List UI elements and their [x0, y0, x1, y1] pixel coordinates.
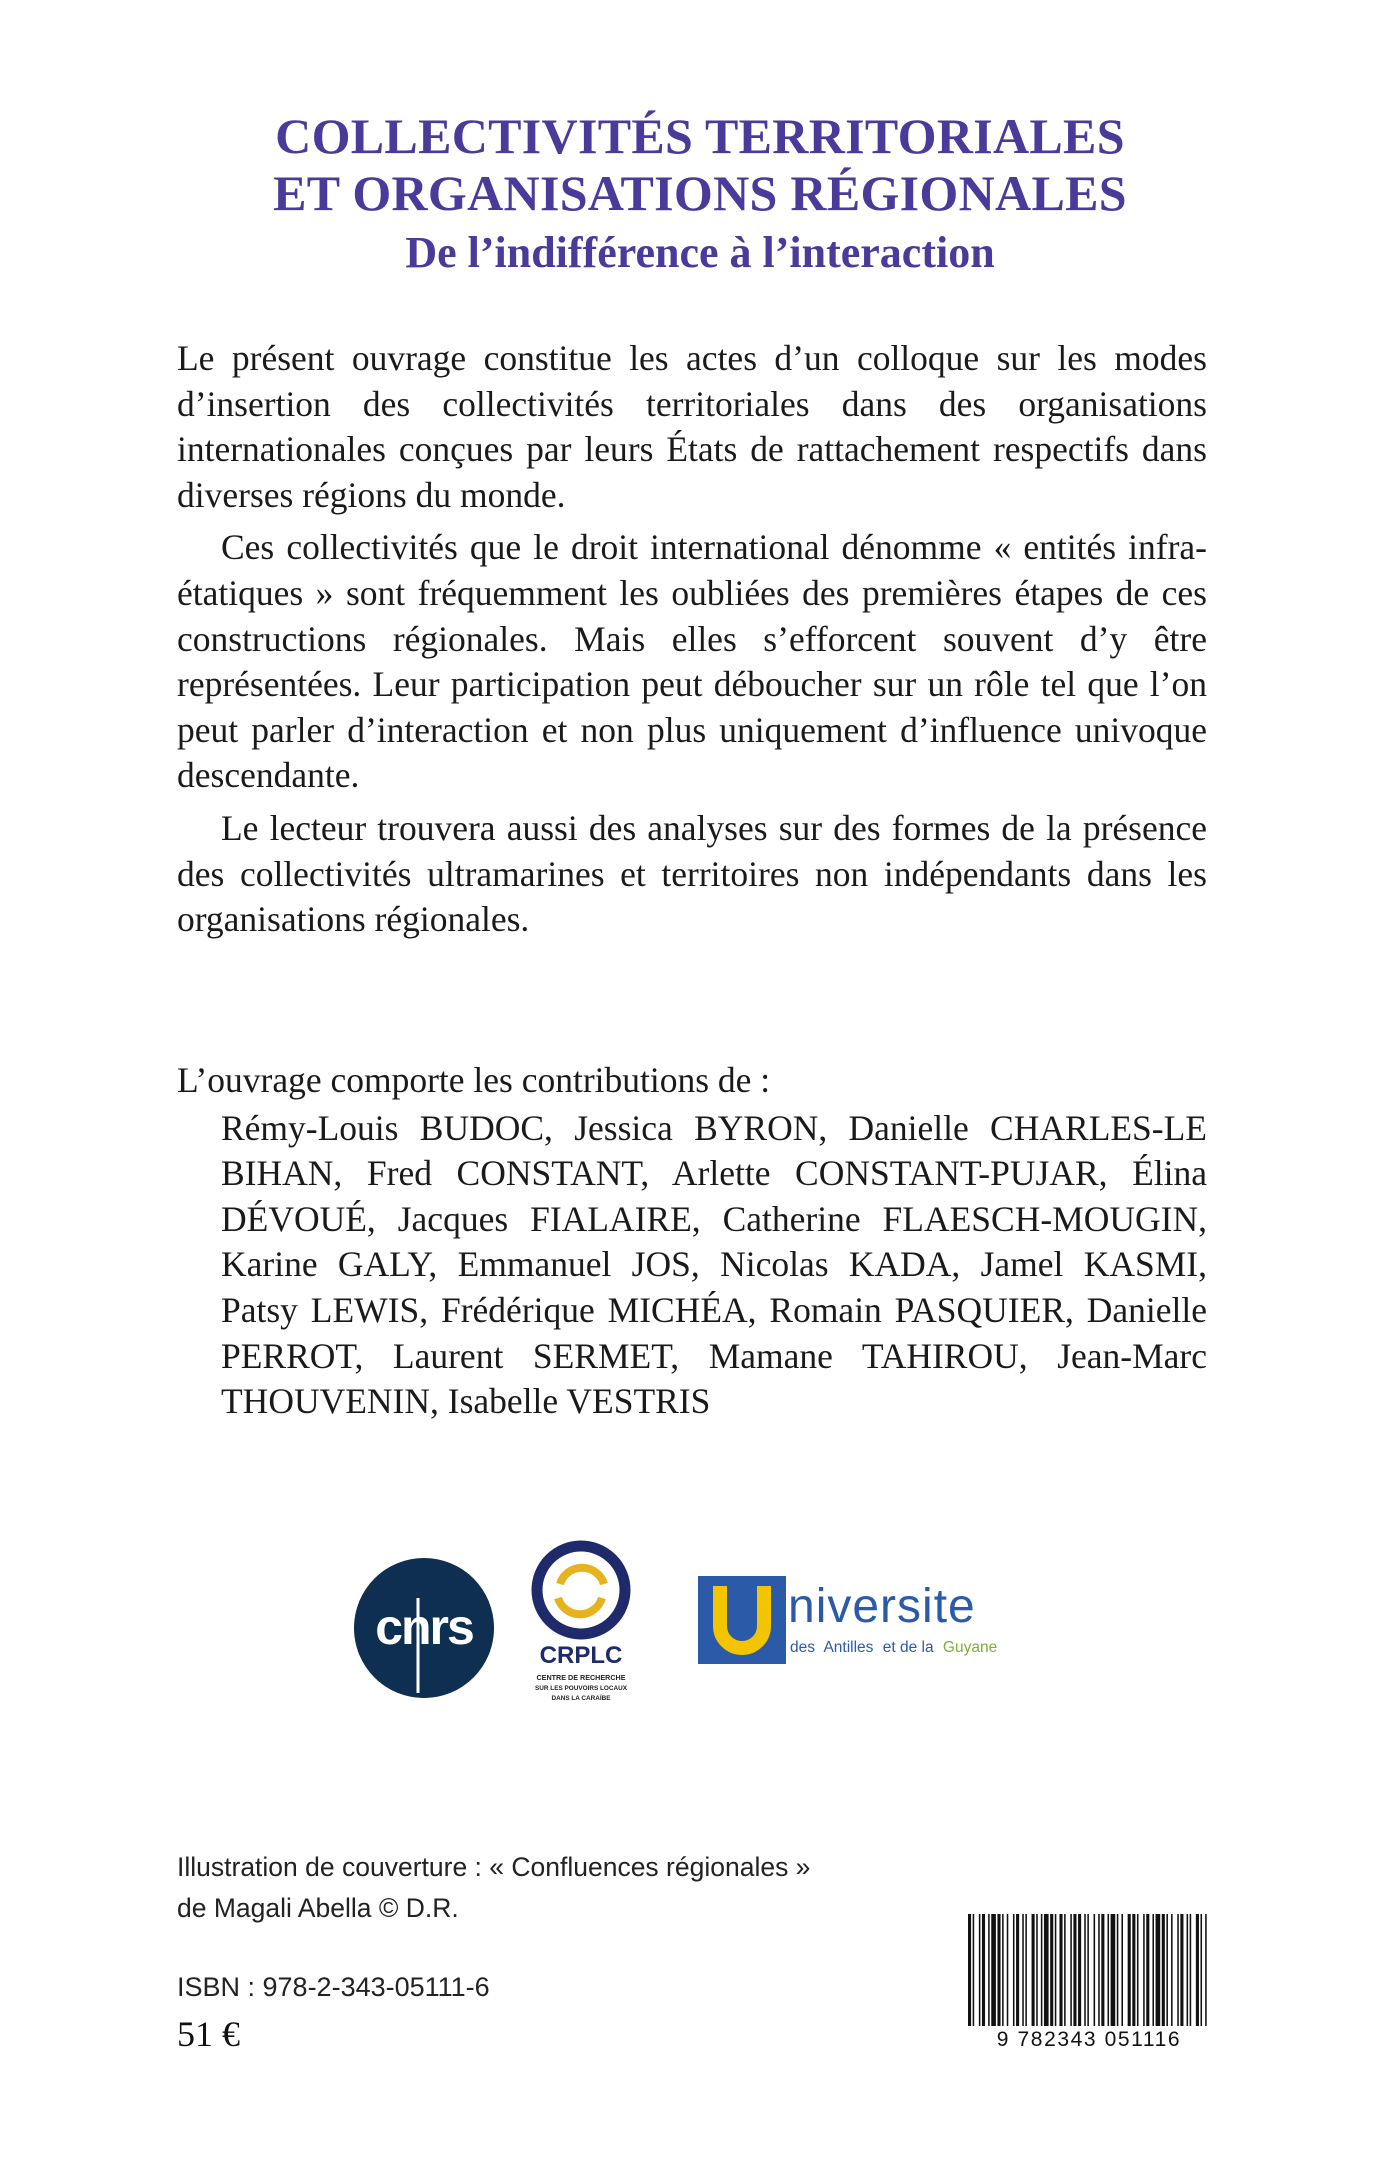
subtitle: De l’indifférence à l’interaction — [405, 228, 995, 277]
contributors-names: Rémy-Louis BUDOC, Jessica BYRON, Danielle CHARLES-LE BIHAN, Fred CONSTANT, Arlette CONSTANT-PUJAR, Élina DÉVOUÉ, Jacques FIALAIRE, Catherine FLAESCH-MOUGIN, Karine GALY, Emmanuel JOS, Nicolas KADA, Jamel KASMI, Patsy LEWIS, Frédérique MICHÉA, Romain PASQUIER, Danielle PERROT, Laurent SERMET, Mamane TAHIROU, Jean-Marc THOUVENIN, Isabelle VESTRIS — [221, 1107, 1207, 1422]
barcode-bar — [1205, 1914, 1207, 2026]
barcode-bar — [1162, 1914, 1165, 2026]
barcode-bar — [1073, 1914, 1076, 2026]
barcode-bar — [1002, 1914, 1004, 2026]
barcode-bar — [979, 1914, 981, 2026]
universite-et: et de la — [882, 1639, 934, 1656]
barcode-bar — [1177, 1914, 1179, 2026]
crplc-logo-text: CRPLC — [539, 1642, 623, 1669]
cover-credits — [177, 1847, 810, 1929]
universite-logo — [698, 1574, 1028, 1674]
universite-guyane: Guyane — [942, 1639, 998, 1656]
barcode-bar — [1094, 1914, 1096, 2026]
barcode-bar — [1036, 1914, 1038, 2026]
barcode-bar — [973, 1914, 975, 2026]
title-line-1: COLLECTIVITÉS TERRITORIALES — [275, 108, 1125, 164]
barcode-bar — [1156, 1914, 1161, 2026]
barcode-bar — [1016, 1914, 1019, 2026]
barcode-bar — [1087, 1914, 1089, 2026]
universite-antilles: Antilles — [823, 1639, 874, 1656]
barcode-bar — [1121, 1914, 1123, 2026]
credit-line-1: Illustration de couverture : « Confluences régionales » — [177, 1852, 811, 1882]
barcode-bar — [1070, 1914, 1072, 2026]
barcode-bar — [1111, 1914, 1116, 2026]
crplc-subtitle-2: SUR LES POUVOIRS LOCAUX — [535, 1685, 627, 1692]
barcode-bar — [1059, 1914, 1062, 2026]
barcode-bar — [1098, 1914, 1100, 2026]
universite-word: niversite — [788, 1580, 976, 1633]
barcode-bar — [1050, 1914, 1053, 2026]
svg-text:des Antilles e — [790, 1639, 997, 1656]
barcode-bar — [1146, 1914, 1149, 2026]
barcode-bar — [1201, 1914, 1203, 2026]
price: 51 € — [177, 2014, 240, 2054]
cnrs-logo-text: cnrs — [375, 1599, 473, 1655]
barcode-bar — [1166, 1914, 1168, 2026]
barcode-bar — [968, 1914, 971, 2026]
barcode-bar — [982, 1914, 985, 2026]
barcode-bar — [991, 1914, 996, 2026]
barcode-bar — [1108, 1914, 1110, 2026]
barcode-bar — [1101, 1914, 1104, 2026]
barcode-bar — [1171, 1914, 1173, 2026]
barcode-bar — [1007, 1914, 1009, 2026]
barcode-bar — [1055, 1914, 1057, 2026]
barcode-bar — [1084, 1914, 1086, 2026]
isbn: ISBN : 978-2-343-05111-6 — [177, 1972, 490, 2002]
barcode-bar — [1078, 1914, 1081, 2026]
barcode-bar — [1180, 1914, 1183, 2026]
crplc-subtitle-1: CENTRE DE RECHERCHE — [536, 1673, 626, 1682]
barcode-bar — [997, 1914, 1000, 2026]
contributors-section — [177, 1058, 1207, 1432]
barcode-bar — [1041, 1914, 1043, 2026]
barcode-bar — [1196, 1914, 1199, 2026]
barcode-bar — [1128, 1914, 1131, 2026]
paragraph-3: Le lecteur trouvera aussi des analyses sur des formes de la présence des collectivités ultramarines et territoires non indépendants dans les organisations régionales. — [177, 807, 1207, 940]
partner-logos — [0, 1540, 1400, 1700]
contributors-lead: L’ouvrage comporte les contributions de : — [177, 1060, 771, 1100]
barcode-bar — [1143, 1914, 1145, 2026]
barcode-bar — [1025, 1914, 1027, 2026]
barcode-bar — [1152, 1914, 1154, 2026]
barcode-bar — [1187, 1914, 1189, 2026]
cnrs-logo — [354, 1558, 494, 1698]
credit-line-2: de Magali Abella © D.R. — [177, 1893, 459, 1923]
barcode-bar — [1190, 1914, 1192, 2026]
title-block — [0, 108, 1400, 282]
universite-des: des — [790, 1639, 815, 1656]
barcode-bar — [1022, 1914, 1024, 2026]
barcode-bar — [1064, 1914, 1066, 2026]
barcode-bar — [1044, 1914, 1049, 2026]
barcode-bar — [1032, 1914, 1035, 2026]
summary-text — [177, 336, 1207, 950]
barcode-bar — [1132, 1914, 1135, 2026]
title-line-2: ET ORGANISATIONS RÉGIONALES — [273, 165, 1127, 221]
barcode-bar — [988, 1914, 990, 2026]
barcode-bar — [1117, 1914, 1119, 2026]
barcode-digits: 9 782343 051116 — [996, 2028, 1182, 2051]
paragraph-2: Ces collectivités que le droit international dénomme « entités infra-étatiques » sont fréquemment les oubliées des premières étapes de ces constructions régionales. Mais elles s’efforcent souvent d’y être représentées. Leur participation peut déboucher sur un rôle tel que l’on peut parler d’interaction et non plus uniquement d’influence univoque descendante. — [177, 527, 1207, 796]
barcode-bar — [1137, 1914, 1139, 2026]
paragraph-1: Le présent ouvrage constitue les actes d’un colloque sur les modes d’insertion des collectivités territoriales dans des organisations internationales conçues par leurs États de rattachement respectifs dans diverses régions du monde. — [177, 338, 1207, 515]
crplc-logo — [520, 1540, 642, 1730]
crplc-subtitle-3: DANS LA CARAÏBE — [551, 1695, 611, 1702]
barcode-bar — [1013, 1914, 1015, 2026]
